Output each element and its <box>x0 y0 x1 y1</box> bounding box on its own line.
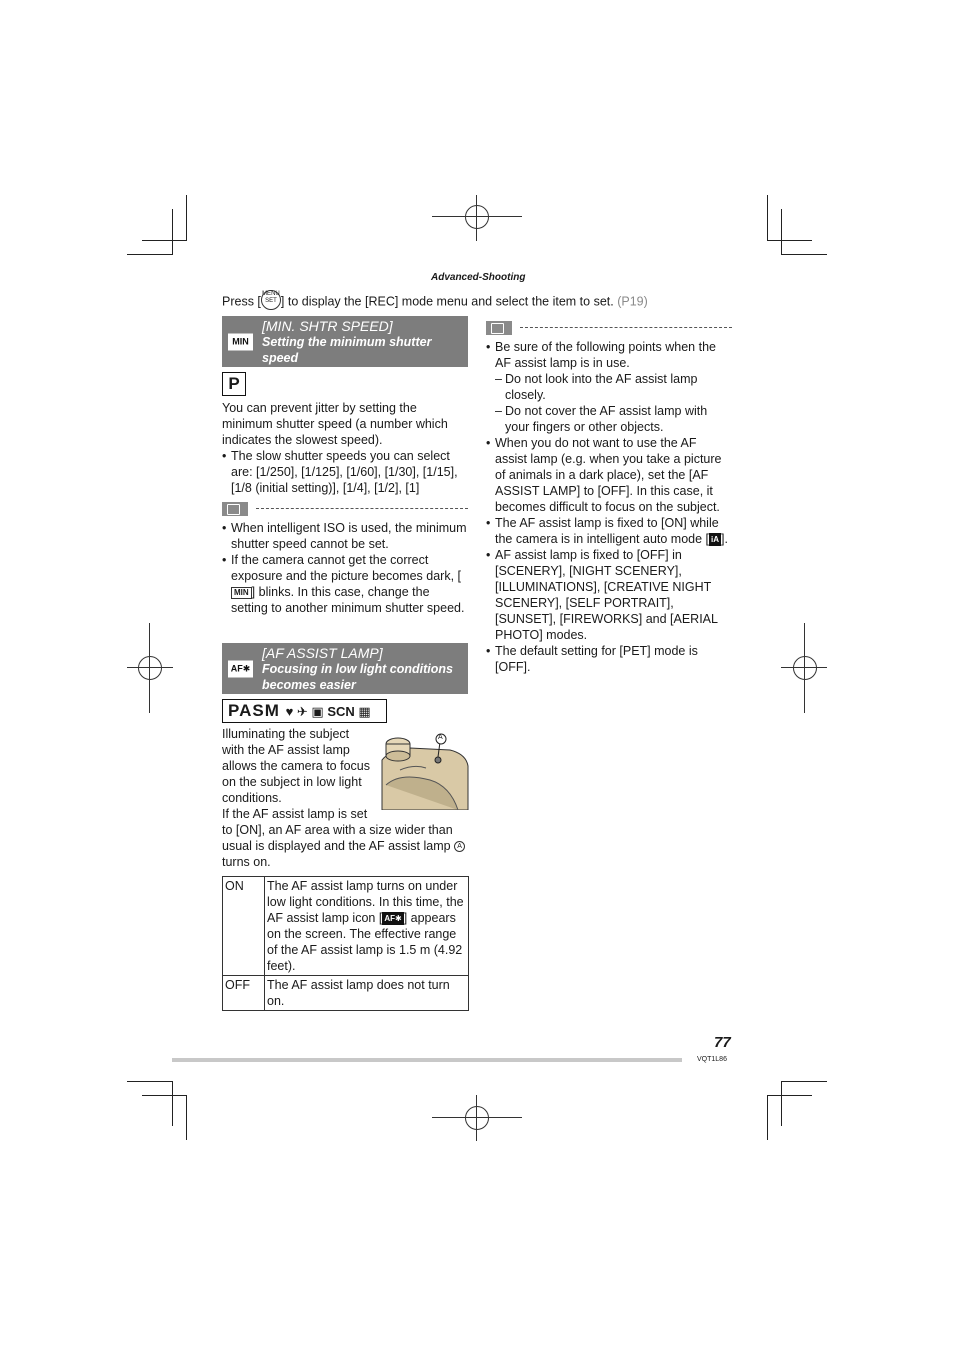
body-end: turns on. <box>222 855 271 869</box>
body-line: conditions. <box>222 791 282 805</box>
option-name: ON <box>223 877 265 976</box>
right-notes <box>486 339 731 675</box>
page-reference: (P19) <box>617 294 648 309</box>
list-item: • The slow shutter speeds you can select are: [1/250], [1/125], [1/60], [1/30], [1/15], [1/8 (initial setting)], [1/4], [1/2], [1] <box>222 448 468 496</box>
af-assist-body-bottom <box>222 822 468 870</box>
af-assist-subtitle: Focusing in low light conditions becomes easier <box>262 662 453 692</box>
af-assist-options-table <box>222 876 469 1011</box>
min-shtr-description: You can prevent jitter by setting the minimum shutter speed (a number which indicates the slowest speed). <box>222 401 448 447</box>
af-assist-body-top <box>222 726 382 822</box>
note-bar-left <box>222 502 468 516</box>
note-icon <box>222 502 248 516</box>
menu-set-key-icon: MENU SET <box>261 290 281 310</box>
section-label: Advanced-Shooting <box>431 272 526 283</box>
callout-a: A <box>438 734 443 741</box>
list-item: – Do not cover the AF assist lamp with your fingers or other objects. <box>495 403 731 435</box>
camera-illustration <box>380 730 470 810</box>
min-shtr-subtitle: Setting the minimum shutter speed <box>262 335 432 365</box>
af-assist-lamp-heading <box>222 643 468 694</box>
af-assist-title: [AF ASSIST LAMP] <box>262 645 383 661</box>
model-code: VQT1L86 <box>697 1056 727 1063</box>
table-row <box>223 976 469 1011</box>
intelligent-auto-icon: iA <box>711 535 720 545</box>
body-line: with the AF assist lamp <box>222 743 350 757</box>
body-line: Illuminating the subject <box>222 727 350 741</box>
af-assist-icon: AF✱ <box>384 914 402 924</box>
list-item: • Be sure of the following points when the AF assist lamp is in use. – Do not look into the AF assist lamp closely. – Do not cover the AF assist lamp with your fingers or other objects. <box>486 339 731 435</box>
min-shtr-speed-heading <box>222 316 468 367</box>
body-line: on the subject in low light <box>222 775 362 789</box>
min-shutter-icon: MIN <box>228 333 253 350</box>
list-item: • AF assist lamp is fixed to [OFF] in [SCENERY], [NIGHT SCENERY], [ILLUMINATIONS], [CREATIVE NIGHT SCENERY], [SELF PORTRAIT], [SUNSET], [FIREWORKS] and [AERIAL PHOTO] modes. <box>486 547 731 643</box>
list-item: • If the camera cannot get the correct exposure and the picture becomes dark, [MIN ] blinks. In this case, change the setting to another minimum shutter speed. <box>222 552 468 616</box>
list-item: • The AF assist lamp is fixed to [ON] while the camera is in intelligent auto mode [ iA ]. <box>486 515 731 547</box>
mode-p-icon: P <box>222 372 246 396</box>
option-name: OFF <box>223 976 265 1011</box>
body-line: allows the camera to focus <box>222 759 370 773</box>
min-shtr-title: [MIN. SHTR SPEED] <box>262 318 393 334</box>
option-desc: The AF assist lamp does not turn on. <box>265 976 469 1011</box>
scene-mode-icons: ♥ ✈ ▣ SCN ▦ <box>285 704 371 719</box>
intro-press: Press [ <box>222 294 261 309</box>
list-item: – Do not look into the AF assist lamp closely. <box>495 371 731 403</box>
body-rest: to [ON], an AF area with a size wider than usual is displayed and the AF assist lamp <box>222 823 453 853</box>
min-shtr-body <box>222 400 468 496</box>
list-item: • When you do not want to use the AF assist lamp (e.g. when you take a picture of animals in a dark place), set the [AF ASSIST LAMP] to [OFF]. In this case, it becomes difficult to focus on the subject. <box>486 435 731 515</box>
page-number: 77 <box>714 1034 731 1051</box>
note-bar-right <box>486 321 732 335</box>
list-item: • When intelligent ISO is used, the minimum shutter speed cannot be set. <box>222 520 468 552</box>
af-assist-icon: AF✱ <box>228 660 253 677</box>
min-shtr-notes <box>222 520 468 616</box>
note-icon <box>486 321 512 335</box>
body-line: If the AF assist lamp is set <box>222 807 368 821</box>
callout-a-marker: A <box>454 841 465 852</box>
table-row <box>223 877 469 976</box>
intro-line <box>222 292 648 312</box>
list-item: • The default setting for [PET] mode is [OFF]. <box>486 643 731 675</box>
min-shutter-icon: MIN <box>231 587 252 599</box>
option-desc: The AF assist lamp turns on under low light conditions. In this time, the AF assist lamp icon [ AF✱ ] appears on the screen. The effective range of the AF assist lamp is 1.5 m (4.92 feet). <box>265 877 469 976</box>
footer-bar <box>172 1058 682 1062</box>
intro-rest: ] to display the [REC] mode menu and select the item to set. <box>280 294 614 309</box>
mode-letters: PASM <box>228 701 280 720</box>
mode-strip <box>222 699 387 723</box>
